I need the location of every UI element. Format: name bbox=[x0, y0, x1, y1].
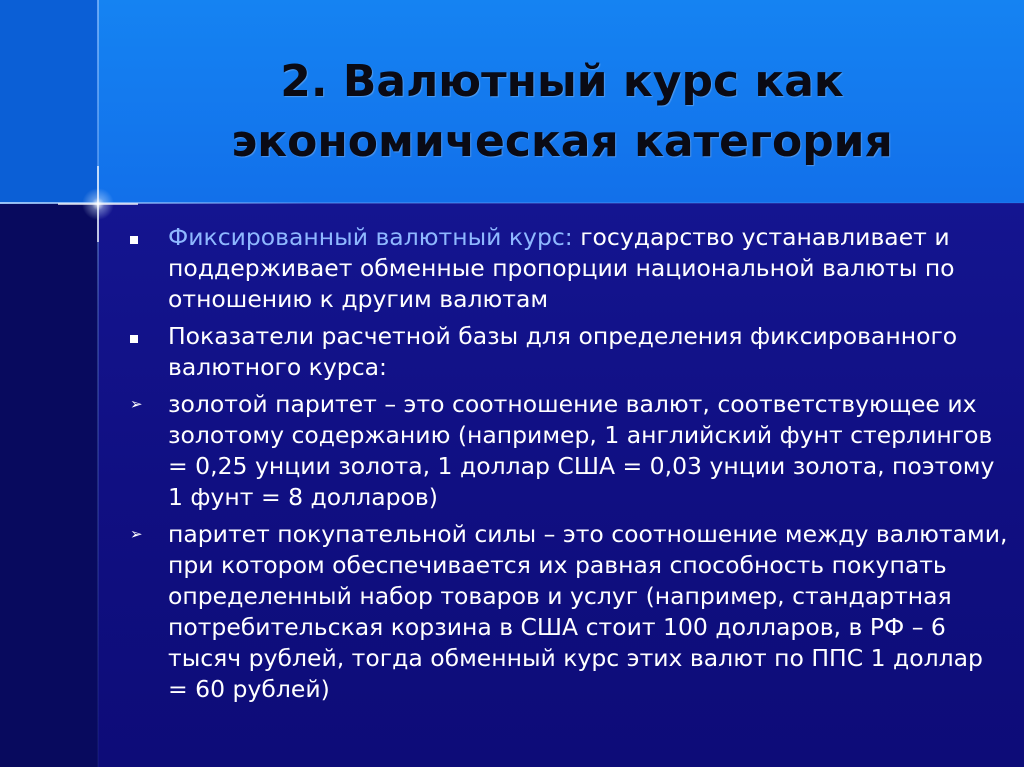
slide-title bbox=[100, 52, 1024, 172]
square-bullet-icon bbox=[130, 335, 138, 343]
list-item-text: паритет покупательной силы – это соотношение между валютами, при котором обеспечивается их равная способность покупать определенный набор товаров и услуг (например, стандартная потребительская корзина в США стоит 100 долларов, в РФ – 6 тысяч рублей, тогда обменный курс этих валют по ППС 1 доллар = 60 рублей) bbox=[168, 520, 1008, 703]
list-item bbox=[130, 222, 1010, 315]
title-line-2: экономическая категория bbox=[231, 116, 893, 167]
list-item-text: золотой паритет – это соотношение валют, соответствующее их золотому содержанию (например, 1 английский фунт стерлингов = 0,25 унции золота, 1 доллар США = 0,03 унции золота, поэтому 1 фунт = 8 долларов) bbox=[168, 390, 995, 511]
arrow-bullet-icon: ➢ bbox=[130, 525, 143, 543]
sparkle-icon bbox=[58, 166, 138, 242]
list-item bbox=[130, 389, 1010, 513]
vertical-divider-line bbox=[97, 0, 99, 767]
list-item-text: Показатели расчетной базы для определения фиксированного валютного курса: bbox=[168, 322, 958, 381]
list-item bbox=[130, 519, 1010, 705]
list-item bbox=[130, 321, 1010, 383]
bullet-list bbox=[130, 222, 1010, 711]
arrow-bullet-icon: ➢ bbox=[130, 395, 143, 413]
list-item-text: государство устанавливает и поддерживает обменные пропорции национальной валюты по отношению к другим валютам bbox=[168, 223, 955, 313]
horizontal-divider-line bbox=[0, 202, 1024, 204]
term-highlight: Фиксированный валютный курс: bbox=[168, 223, 573, 251]
title-line-1: 2. Валютный курс как bbox=[280, 56, 844, 107]
square-bullet-icon bbox=[130, 236, 138, 244]
